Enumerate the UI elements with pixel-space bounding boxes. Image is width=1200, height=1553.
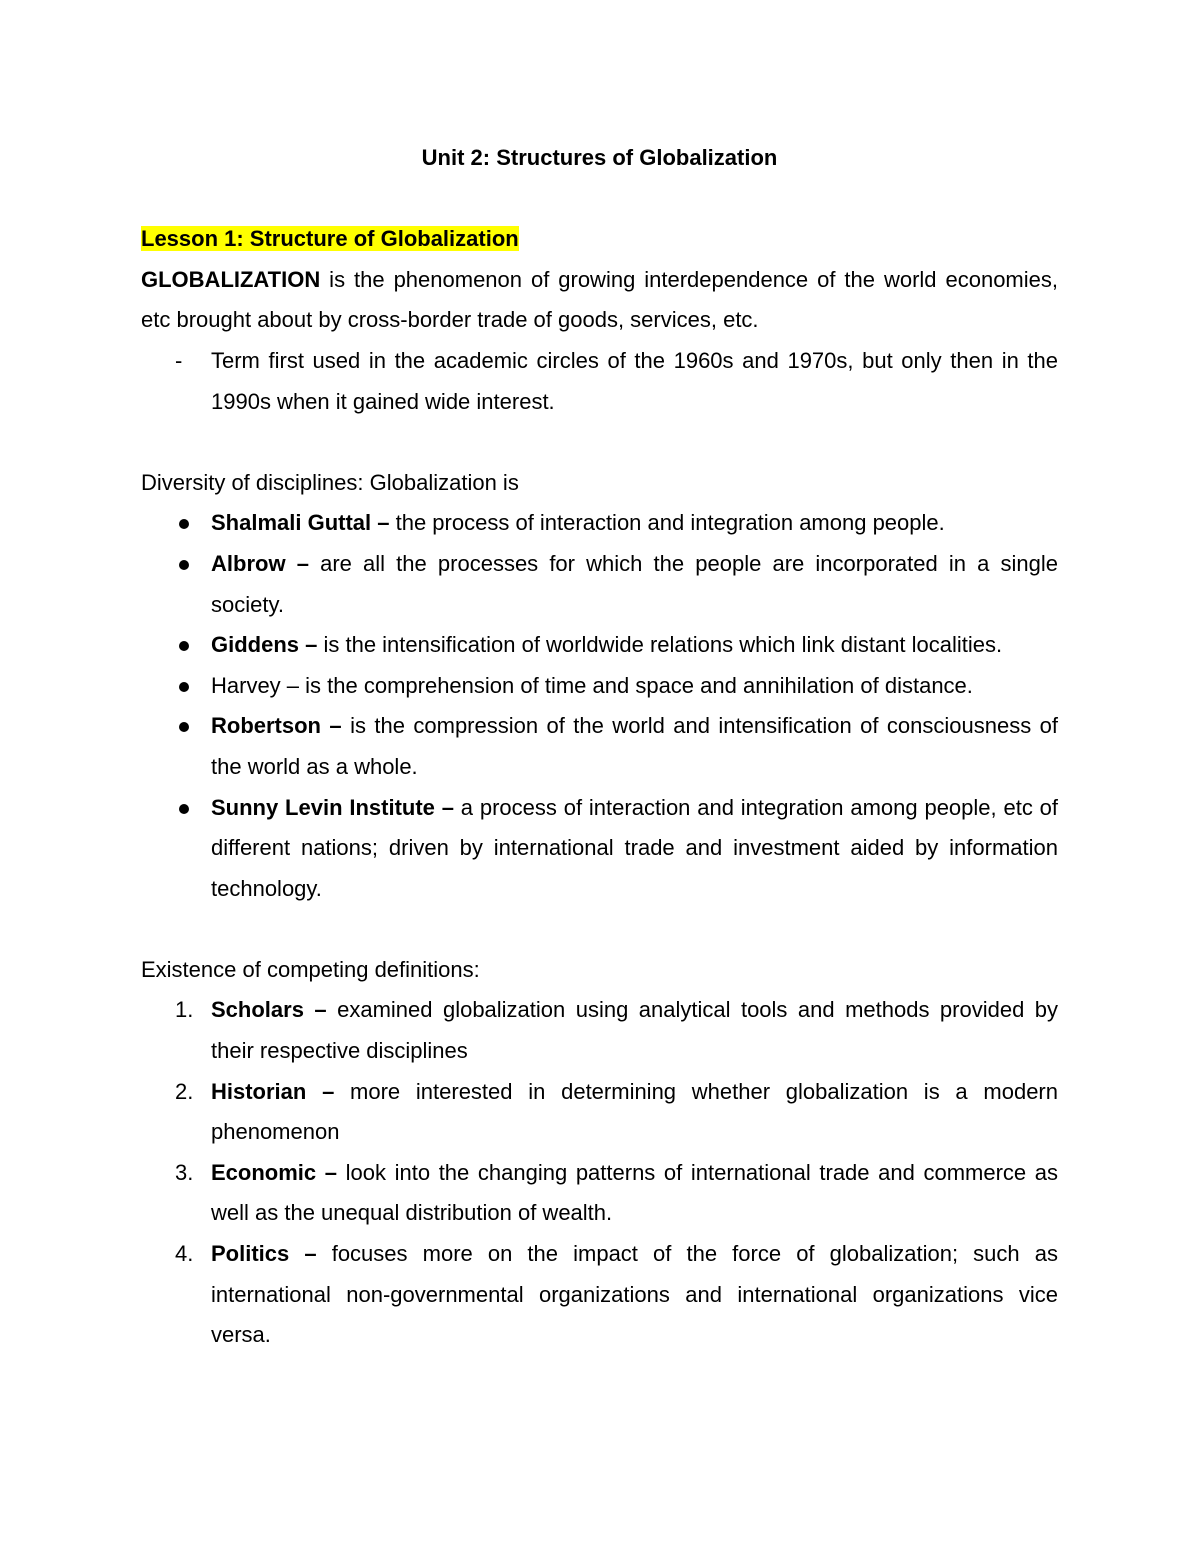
definition-term: Economic – bbox=[211, 1159, 337, 1185]
definition-term: Scholars – bbox=[211, 997, 327, 1023]
discipline-text: Harvey – is the comprehension of time and space and annihilation of distance. bbox=[211, 672, 973, 698]
discipline-text: a process of interaction and integration among people, etc of different nations; driven by international trade and investment aided by information technology. bbox=[211, 794, 1058, 901]
discipline-text: is the compression of the world and intensification of consciousness of the world as a whole. bbox=[211, 713, 1058, 779]
definition-text: focuses more on the impact of the force of globalization; such as international non-governmental organizations and international organizations vice versa. bbox=[211, 1241, 1058, 1348]
definitions-heading: Existence of competing definitions: bbox=[141, 956, 480, 982]
definitions-list bbox=[141, 990, 1058, 1355]
globalization-term: GLOBALIZATION bbox=[141, 266, 321, 292]
bullet-icon bbox=[179, 722, 189, 732]
dash-list-item bbox=[141, 341, 1058, 422]
discipline-item-robertson bbox=[141, 706, 1058, 787]
definition-term: Politics – bbox=[211, 1241, 317, 1267]
discipline-text: the process of interaction and integration among people. bbox=[389, 510, 945, 536]
spacer bbox=[141, 909, 1058, 950]
document-body bbox=[141, 138, 1058, 1356]
globalization-definition-text: is the phenomenon of growing interdependence of the world economies, etc brought about by cross-border trade of goods, services, etc. bbox=[141, 266, 1058, 333]
discipline-term: Giddens – bbox=[211, 632, 318, 658]
dash-item-text: Term first used in the academic circles of the 1960s and 1970s, but only then in the 1990s when it gained wide interest. bbox=[211, 347, 1058, 414]
lesson-heading: Lesson 1: Structure of Globalization bbox=[141, 226, 519, 252]
definition-item-scholars bbox=[141, 990, 1058, 1071]
bullet-icon bbox=[179, 560, 189, 570]
definition-text: look into the changing patterns of international trade and commerce as well as the unequal distribution of wealth. bbox=[211, 1159, 1059, 1226]
document-title: Unit 2: Structures of Globalization bbox=[421, 145, 778, 170]
definition-text: more interested in determining whether globalization is a modern phenomenon bbox=[211, 1078, 1058, 1145]
list-number: 2. bbox=[175, 1078, 194, 1104]
definition-term: Historian – bbox=[211, 1078, 335, 1104]
bullet-icon bbox=[179, 682, 189, 692]
list-number: 3. bbox=[175, 1159, 194, 1185]
spacer bbox=[141, 179, 1058, 220]
bullet-icon bbox=[179, 641, 189, 651]
list-number: 4. bbox=[175, 1241, 194, 1267]
discipline-item-levin bbox=[141, 788, 1058, 910]
lesson-heading-line bbox=[141, 219, 1058, 260]
discipline-item-albrow bbox=[141, 544, 1058, 625]
discipline-term: Sunny Levin Institute – bbox=[211, 794, 454, 820]
list-number: 1. bbox=[175, 997, 194, 1023]
bullet-icon bbox=[179, 804, 189, 814]
discipline-item-harvey bbox=[141, 666, 1058, 707]
definition-item-economic bbox=[141, 1153, 1058, 1234]
discipline-term: Shalmali Guttal – bbox=[211, 510, 390, 536]
dash-marker: - bbox=[175, 347, 183, 373]
spacer bbox=[141, 422, 1058, 463]
globalization-definition bbox=[141, 260, 1058, 341]
definition-item-politics bbox=[141, 1234, 1058, 1356]
discipline-term: Albrow – bbox=[211, 550, 309, 576]
discipline-item-guttal bbox=[141, 503, 1058, 544]
disciplines-list bbox=[141, 503, 1058, 909]
disciplines-heading: Diversity of disciplines: Globalization is bbox=[141, 469, 519, 495]
bullet-icon bbox=[179, 519, 189, 529]
discipline-text: is the intensification of worldwide relations which link distant localities. bbox=[317, 632, 1003, 658]
definition-item-historian bbox=[141, 1072, 1058, 1153]
discipline-item-giddens bbox=[141, 625, 1058, 666]
discipline-text: are all the processes for which the people are incorporated in a single society. bbox=[211, 550, 1058, 617]
discipline-term: Robertson – bbox=[211, 713, 342, 739]
definition-text: examined globalization using analytical tools and methods provided by their respective disciplines bbox=[211, 997, 1058, 1064]
